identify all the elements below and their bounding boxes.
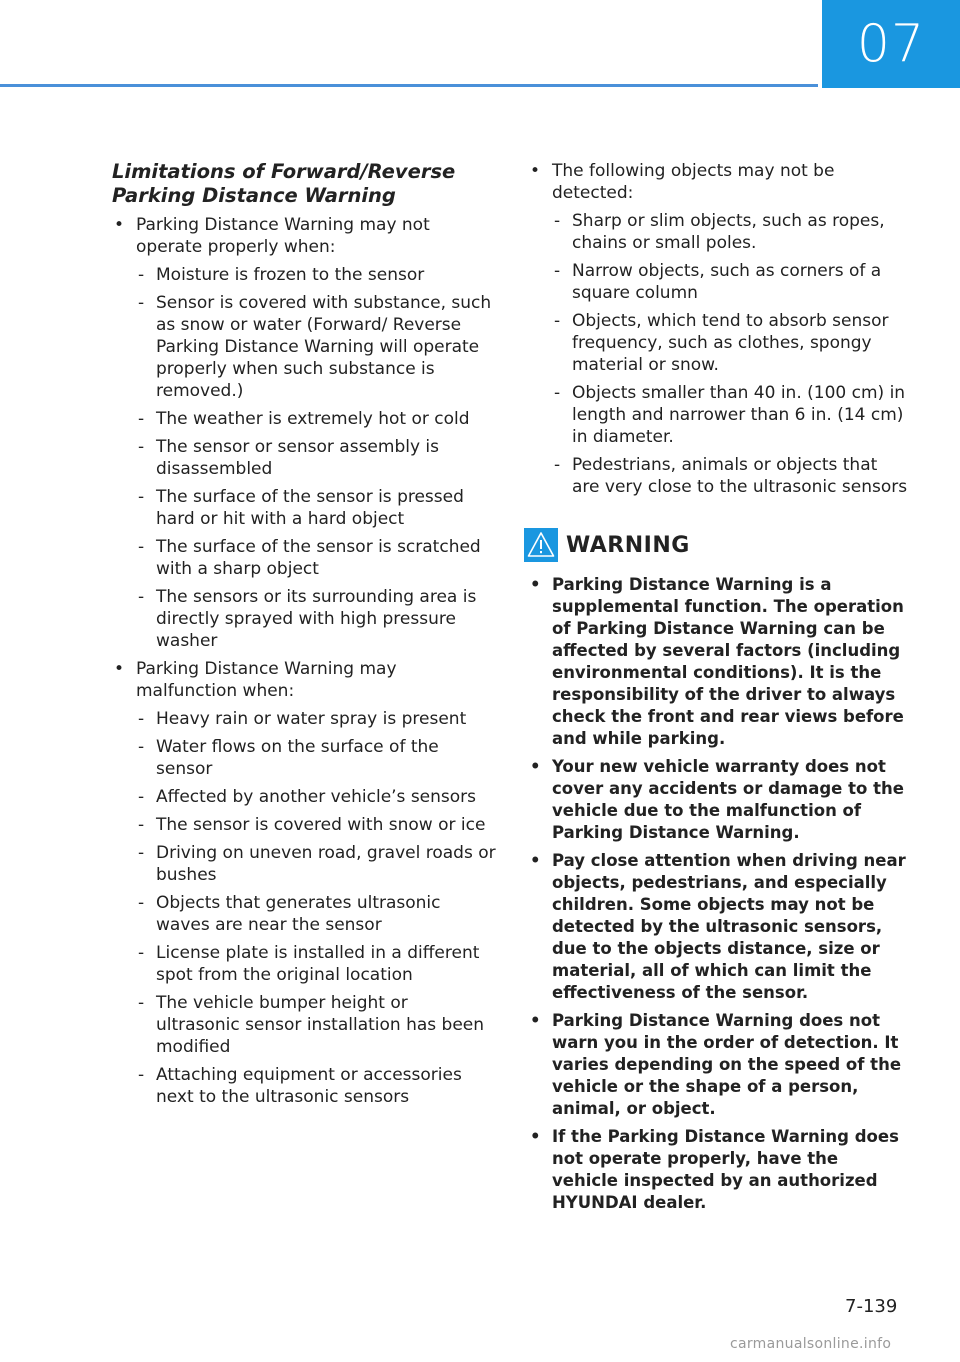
list-item: - The sensor or sensor assembly is disassembled — [136, 436, 496, 480]
list-item: - Water flows on the surface of the sensor — [136, 736, 496, 780]
warning-header — [524, 528, 908, 562]
list-item: - Objects, which tend to absorb sensor frequency, such as clothes, spongy material or snow. — [552, 310, 908, 376]
list-item: - Heavy rain or water spray is present — [136, 708, 496, 730]
sublist — [552, 210, 908, 498]
list-item: - Moisture is frozen to the sensor — [136, 264, 496, 286]
list-item: - Sensor is covered with substance, such as snow or water (Forward/ Reverse Parking Distance Warning will operate properly when such substance is removed.) — [136, 292, 496, 402]
sublist — [136, 264, 496, 652]
bullet-text: The following objects may not be detected: — [552, 161, 835, 203]
left-column — [112, 160, 496, 1114]
list-item: - The surface of the sensor is pressed hard or hit with a hard object — [136, 486, 496, 530]
list-item: • Your new vehicle warranty does not cover any accidents or damage to the vehicle due to the malfunction of Parking Distance Warning. — [528, 756, 908, 844]
list-item: - The sensors or its surrounding area is directly sprayed with high pressure washer — [136, 586, 496, 652]
list-item: - Pedestrians, animals or objects that are very close to the ultrasonic sensors — [552, 454, 908, 498]
list-item: • Parking Distance Warning does not warn you in the order of detection. It varies depending on the speed of the vehicle or the shape of a person, animal, or object. — [528, 1010, 908, 1120]
chapter-tab: 07 — [822, 0, 960, 88]
list-item: - Objects that generates ultrasonic waves are near the sensor — [136, 892, 496, 936]
list-item: - The sensor is covered with snow or ice — [136, 814, 496, 836]
undetected-objects-list — [528, 160, 908, 498]
list-item: - The surface of the sensor is scratched with a sharp object — [136, 536, 496, 580]
watermark: carmanualsonline.info — [730, 1336, 892, 1352]
bullet-text: Parking Distance Warning may not operate properly when: — [136, 215, 430, 257]
list-item — [112, 214, 496, 652]
list-item: - Sharp or slim objects, such as ropes, chains or small poles. — [552, 210, 908, 254]
list-item: • Parking Distance Warning is a supplemental function. The operation of Parking Distance Warning can be affected by several factors (including environmental conditions). It is the responsibility of the driver to always check the front and rear views before and while parking. — [528, 574, 908, 750]
sublist — [136, 708, 496, 1108]
bullet-text: Parking Distance Warning may malfunction when: — [136, 659, 397, 701]
list-item: - Objects smaller than 40 in. (100 cm) in length and narrower than 6 in. (14 cm) in diameter. — [552, 382, 908, 448]
page-number: 7-139 — [845, 1296, 898, 1317]
warning-title: WARNING — [566, 532, 690, 558]
list-item: • Pay close attention when driving near objects, pedestrians, and especially children. Some objects may not be detected by the ultrasonic sensors, due to the objects distance, size or material, all of which can limit the effectiveness of the sensor. — [528, 850, 908, 1004]
list-item — [528, 160, 908, 498]
header-rule — [0, 84, 818, 87]
limitations-list — [112, 214, 496, 1108]
section-title: Limitations of Forward/Reverse Parking Distance Warning — [112, 160, 456, 207]
list-item: - The vehicle bumper height or ultrasonic sensor installation has been modified — [136, 992, 496, 1058]
right-column — [528, 160, 908, 1220]
list-item: - Driving on uneven road, gravel roads or bushes — [136, 842, 496, 886]
list-item: • If the Parking Distance Warning does not operate properly, have the vehicle inspected by an authorized HYUNDAI dealer. — [528, 1126, 908, 1214]
list-item — [112, 658, 496, 1108]
list-item: - Attaching equipment or accessories next to the ultrasonic sensors — [136, 1064, 496, 1108]
list-item: - Affected by another vehicle’s sensors — [136, 786, 496, 808]
warning-triangle-icon — [524, 528, 558, 562]
list-item: - License plate is installed in a different spot from the original location — [136, 942, 496, 986]
warning-list — [528, 574, 908, 1214]
list-item: - Narrow objects, such as corners of a square column — [552, 260, 908, 304]
list-item: - The weather is extremely hot or cold — [136, 408, 496, 430]
